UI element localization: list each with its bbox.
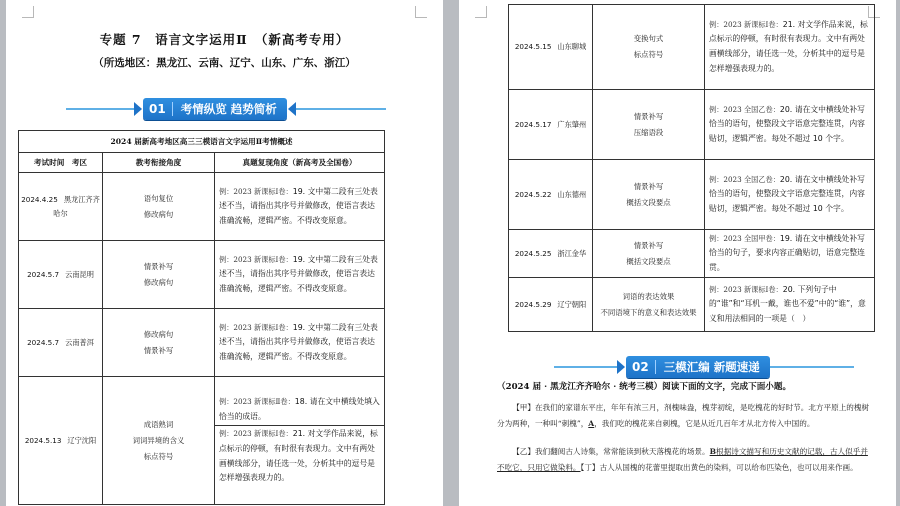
- angle-cell: [103, 173, 215, 241]
- table-header: 教考衔接角度: [103, 153, 215, 173]
- example-prefix: 例：2023 新课标Ⅰ卷：: [709, 19, 783, 29]
- page-title: 专题 7 语言文字运用Ⅱ （新高考专用）: [99, 32, 350, 47]
- exam-place: 山东德州: [557, 189, 587, 199]
- exam-time-cell: [509, 278, 593, 332]
- angle-cell: [593, 5, 705, 90]
- banner-rule: [554, 366, 619, 368]
- example-prefix: 例：2023 全国乙卷：: [709, 174, 780, 184]
- exam-date: 2024.5.22: [514, 189, 552, 199]
- angle-item: 概括文段要点: [626, 256, 671, 266]
- example-cell: [215, 173, 385, 241]
- angle-item: 情景补写: [633, 111, 664, 121]
- banner-pill: [143, 98, 287, 120]
- example-cell: [705, 5, 875, 90]
- example-cell: [705, 230, 875, 278]
- exam-place: 辽宁沈阳: [67, 435, 97, 445]
- banner-rule: [296, 108, 386, 110]
- angle-cell: [593, 278, 705, 332]
- angle-item: 压缩语段: [633, 127, 664, 137]
- document-page-left: [6, 0, 443, 506]
- table-row: [509, 230, 875, 278]
- exam-date: 2024.5.13: [24, 435, 62, 445]
- banner-label: 考情纵览 趋势简析: [180, 102, 277, 116]
- table-row: [19, 173, 385, 241]
- example-cell: [215, 309, 385, 377]
- example-prefix: 例：2023 新课标Ⅱ卷：: [219, 397, 295, 407]
- example-text: 20. 下列句子中的“谁”和“耳机一戴，谁也不爱”中的“谁”，意义和用法相同的一项是（ ）: [709, 284, 866, 323]
- table-row: [19, 377, 385, 505]
- exam-date: 2024.5.25: [514, 248, 552, 258]
- example-text: 19. 请在文中横线处补写恰当的句子，要求内容正确贴切，语意完整连贯。: [709, 233, 865, 272]
- example-text: 19. 文中第二段有三处表述不当，请指出其序号并做修改，使语言表达准确流畅，逻辑严密。不得改变原意。: [219, 322, 378, 361]
- exam-time-cell: [509, 230, 593, 278]
- angle-item: 标点符号: [143, 451, 174, 461]
- angle-item: 情景补写: [633, 181, 664, 191]
- example-text: 19. 文中第二段有三处表述不当，请指出其序号并做修改，使语言表达准确流畅，逻辑严密。不得改变原意。: [219, 186, 378, 225]
- angle-item: 语句复位: [143, 193, 174, 203]
- exam-time-cell: [509, 5, 593, 90]
- angle-cell: [103, 309, 215, 377]
- banner-number: 01: [149, 102, 173, 116]
- example-prefix: 例：2023 新课标Ⅰ卷：: [219, 254, 293, 264]
- example-text: 20. 请在文中横线处补写恰当的语句，使整段文字语意完整连贯，内容贴切，逻辑严密。每处不超过 10 个字。: [709, 174, 865, 213]
- example-cell: [215, 377, 385, 505]
- section-banner-02: [459, 356, 896, 378]
- exam-time-cell: [19, 173, 103, 241]
- example-text: 19. 文中第二段有三处表述不当，请指出其序号并做修改，使语言表达准确流畅，逻辑严密。不得改变原意。: [219, 254, 378, 293]
- angle-item: 标点符号: [633, 50, 664, 59]
- angle-cell: [593, 160, 705, 230]
- exam-date: 2024.5.17: [514, 119, 552, 129]
- table-row: [509, 278, 875, 332]
- exam-time-cell: [509, 90, 593, 160]
- table-row: [509, 160, 875, 230]
- angle-cell: [103, 377, 215, 505]
- passage-blank: A: [588, 419, 595, 428]
- banner-number: 02: [632, 360, 656, 374]
- passage-mark: 【丁】: [580, 463, 600, 472]
- banner-arrow-icon: [134, 102, 142, 116]
- table-row: [19, 309, 385, 377]
- example-prefix: 例：2023 全国乙卷：: [709, 104, 780, 114]
- exam-time-cell: [19, 377, 103, 505]
- table-caption: 2024 届新高考地区高三三模语言文字运用Ⅱ考情概述: [19, 131, 385, 153]
- example-text: 21. 对文学作品来说，标点标示的停顿，有时很有表现力。文中有两处画横线部分，请任选一处，分析其中的逗号是怎样增强表现力的。: [709, 19, 868, 73]
- passage-text: 我们翻阅古人诗集，常常能读到秋天落槐花的场景。: [534, 447, 710, 456]
- angle-item: 概括文段要点: [626, 197, 671, 207]
- table-header: 真题复现角度（新高考及全国卷）: [215, 153, 385, 173]
- exam-place: 辽宁朝阳: [557, 299, 587, 309]
- exam-time-cell: [19, 309, 103, 377]
- page-corner-mark: [22, 6, 34, 18]
- angle-item: 成语熟词: [143, 419, 174, 429]
- table-row: [509, 5, 875, 90]
- passage-text: 古人从国槐的花蕾里提取出黄色的染料，可以给布匹染色，也可以用来作画。: [599, 463, 858, 472]
- passage-blank: B: [709, 447, 717, 456]
- angle-item: 修改病句: [143, 209, 174, 219]
- exam-date: 2024.5.29: [514, 299, 552, 309]
- exam-place: 广东肇州: [557, 119, 587, 129]
- exam-place: 云南普洱: [65, 337, 94, 347]
- exam-overview-table: [18, 130, 385, 505]
- example-cell: [705, 278, 875, 332]
- angle-item: 修改病句: [143, 329, 174, 339]
- angle-item: 修改病句: [143, 277, 174, 287]
- exam-place: 浙江金华: [557, 248, 587, 258]
- passage-text: ，我们吃的槐花来自刺槐，它是从近几百年才从北方传入中国的。: [594, 419, 815, 428]
- exam-place: 山东聊城: [557, 42, 587, 51]
- banner-pill: [626, 356, 770, 378]
- banner-label: 三模汇编 新题速递: [663, 360, 760, 374]
- exam-date: 2024.5.15: [514, 42, 552, 51]
- example-text: 20. 请在文中横线处补写恰当的语句，使整段文字语意完整连贯，内容贴切，逻辑严密。每处不超过 10 个字。: [709, 104, 865, 143]
- angle-cell: [593, 90, 705, 160]
- banner-arrow-icon: [288, 102, 296, 116]
- document-page-right: [459, 0, 896, 506]
- example-cell: [215, 241, 385, 309]
- example-prefix: 例：2023 新课标Ⅰ卷：: [219, 429, 293, 439]
- exam-date: 2024.4.25: [21, 194, 58, 204]
- angle-item: 情景补写: [143, 345, 174, 355]
- section-banner-01: [6, 98, 443, 120]
- table-row: [509, 90, 875, 160]
- example-prefix: 例：2023 新课标Ⅰ卷：: [219, 322, 293, 332]
- passage-paragraph: [497, 400, 875, 432]
- banner-rule: [66, 108, 136, 110]
- exam-time-cell: [509, 160, 593, 230]
- exam-overview-table-continued: [508, 4, 875, 332]
- exam-date: 2024.5.7: [27, 337, 60, 347]
- page-corner-mark: [475, 6, 487, 18]
- passage-text: 在我们的家谱东平庄，年年有浓三月，剂槐味盎，槐芽初绽，是吃槐花的好时节。北方平原上的槐树分为两种，一种叫“刺槐”，: [497, 403, 870, 428]
- exam-date: 2024.5.7: [27, 269, 60, 279]
- example-text: 18. 请在文中横线处填入恰当的成语。: [219, 397, 380, 421]
- example-block: [215, 395, 384, 426]
- example-cell: [705, 90, 875, 160]
- exam-time-cell: [19, 241, 103, 309]
- passage-mark: 【乙】: [512, 447, 535, 456]
- angle-item: 词语的表达效果: [622, 291, 675, 301]
- angle-item: 变换句式: [633, 34, 664, 43]
- banner-rule: [759, 366, 854, 368]
- passage-paragraph: [497, 444, 875, 476]
- example-cell: [705, 160, 875, 230]
- passage-underlined-text: 根据诗文描写和历史文献的记载，古人似乎并不吃它，只用它做染料。: [497, 447, 868, 472]
- exam-place: 云南昆明: [65, 269, 94, 279]
- angle-cell: [593, 230, 705, 278]
- angle-item: 词词异境的含义: [132, 435, 185, 445]
- angle-item: 情景补写: [143, 261, 174, 271]
- exam-place: 黑龙江齐齐哈尔: [53, 194, 100, 218]
- table-row: [19, 241, 385, 309]
- example-prefix: 例：2023 新课标Ⅰ卷：: [219, 186, 293, 196]
- table-header: 考试时间 考区: [19, 153, 103, 173]
- banner-arrow-icon: [617, 360, 625, 374]
- page-subtitle: （所选地区：黑龙江、云南、辽宁、山东、广东、浙江）: [93, 57, 356, 69]
- angle-cell: [103, 241, 215, 309]
- page-corner-mark: [415, 6, 427, 18]
- angle-item: 不同语境下的意义和表达效果: [600, 307, 697, 317]
- angle-item: 情景补写: [633, 240, 664, 250]
- example-prefix: 例：2023 全国甲卷：: [709, 233, 780, 243]
- question-heading: （2024 届 · 黑龙江齐齐哈尔 · 统考三模）阅读下面的文字，完成下面小题。: [497, 382, 792, 392]
- passage-mark: 【甲】: [512, 403, 535, 412]
- example-prefix: 例：2023 新课标Ⅰ卷：: [709, 284, 783, 294]
- example-text: 21. 对文学作品来说，标点标示的停顿，有时很有表现力。文中有两处画横线部分，请任选一处，分析其中的逗号是怎样增强表现力的。: [219, 429, 378, 483]
